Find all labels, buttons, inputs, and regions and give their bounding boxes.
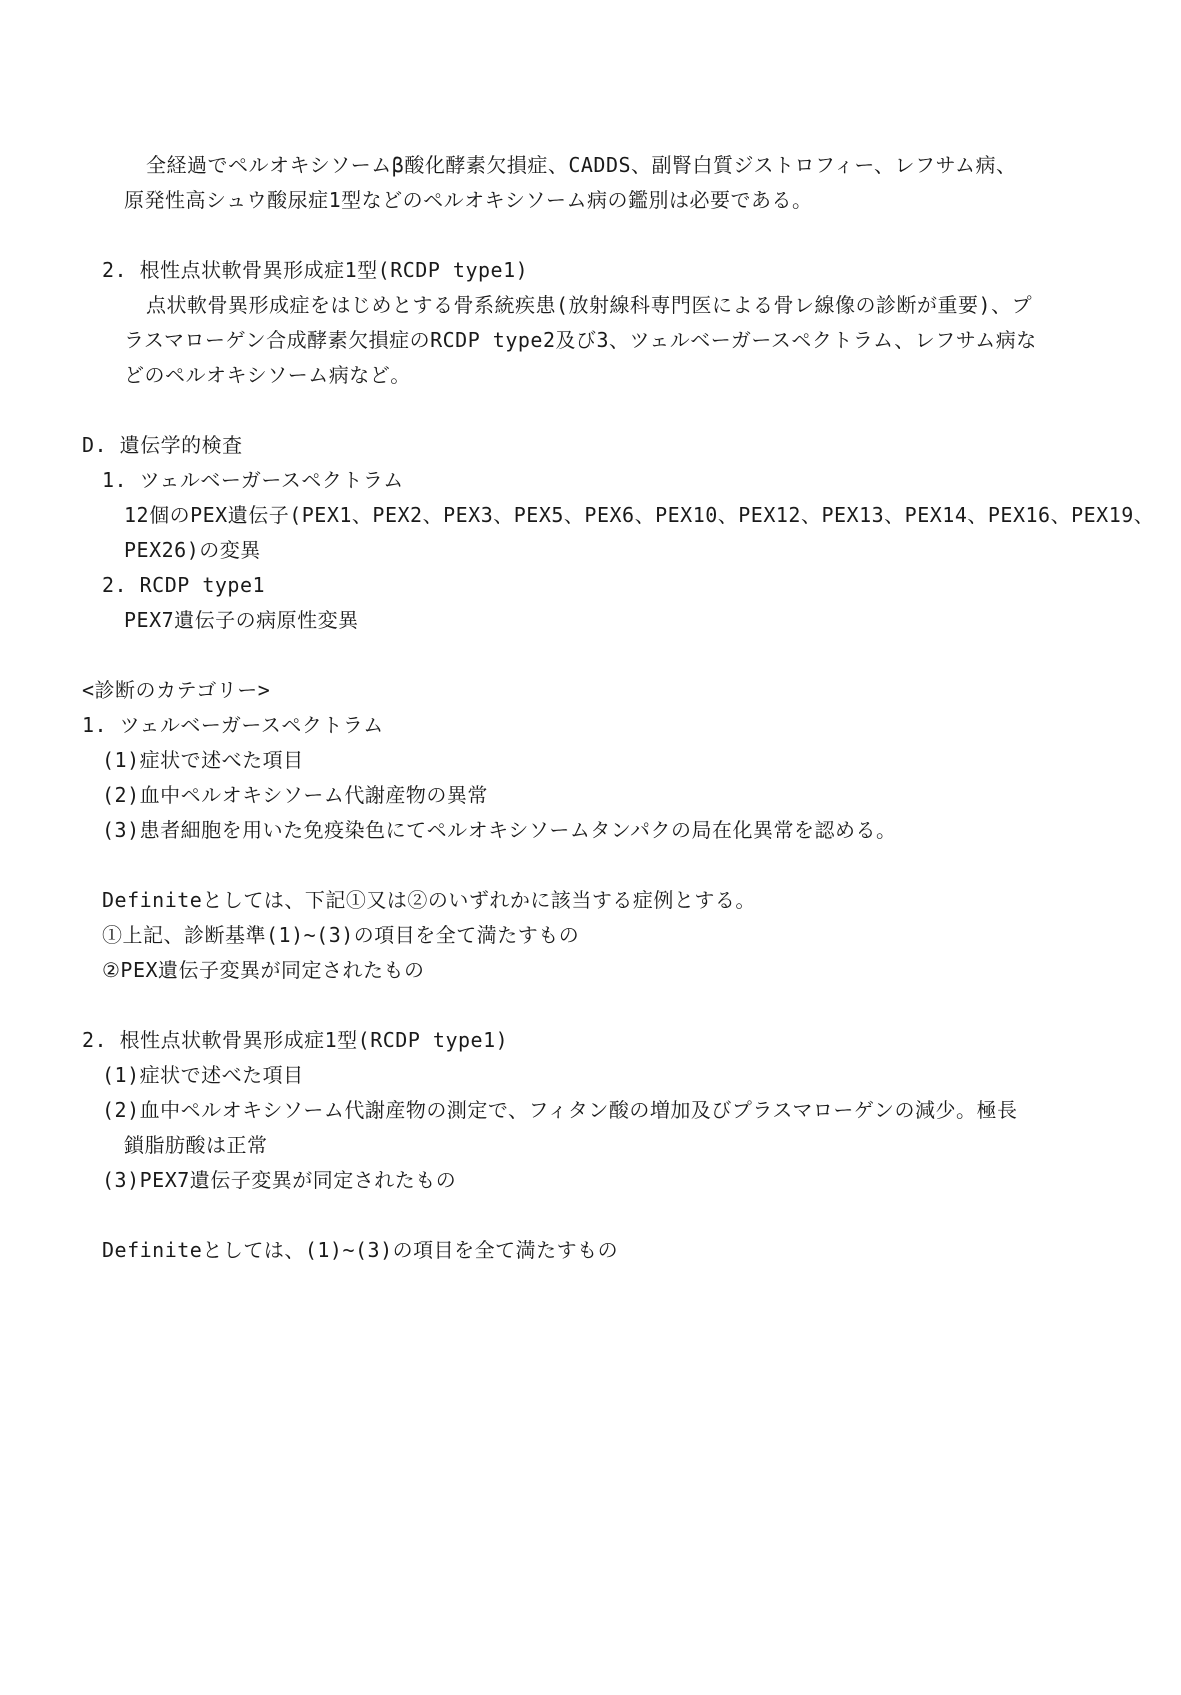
genetic-test-item-2-heading: 2. RCDP type1 [102,573,266,597]
category-1-criterion-3: (3)患者細胞を用いた免疫染色にてペルオキシソームタンパクの局在化異常を認める。 [102,818,897,842]
category-2-definite: Definiteとしては、(1)~(3)の項目を全て満たすもの [102,1238,619,1262]
category-2-criterion-1: (1)症状で述べた項目 [102,1063,304,1087]
rcdp-differential-line-1: 点状軟骨異形成症をはじめとする骨系統疾患(放射線科専門医による骨レ線像の診断が重要)、プ [146,293,1033,317]
genetic-test-item-2-line-1: PEX7遺伝子の病原性変異 [124,608,359,632]
category-2-criterion-3: (3)PEX7遺伝子変異が同定されたもの [102,1168,457,1192]
zellweger-differential-line-1: 全経過でペルオキシソームβ酸化酵素欠損症、CADDS、副腎白質ジストロフィー、レフサム病、 [146,153,1017,177]
category-1-criterion-1: (1)症状で述べた項目 [102,748,304,772]
category-2-criterion-2-line-1: (2)血中ペルオキシソーム代謝産物の測定で、フィタン酸の増加及びプラスマローゲンの減少。極長 [102,1098,1018,1122]
category-1-definite-intro: Definiteとしては、下記①又は②のいずれかに該当する症例とする。 [102,888,756,912]
section-d-heading: D. 遺伝学的検査 [82,433,243,457]
category-1-criterion-2: (2)血中ペルオキシソーム代謝産物の異常 [102,783,488,807]
diagnostic-category-heading: <診断のカテゴリー> [82,678,271,702]
category-2-criterion-2-line-2: 鎖脂肪酸は正常 [124,1133,268,1157]
category-2-heading: 2. 根性点状軟骨異形成症1型(RCDP type1) [82,1028,509,1052]
genetic-test-item-1-line-2: PEX26)の変異 [124,538,261,562]
rcdp-differential-line-3: どのペルオキシソーム病など。 [124,363,411,387]
category-1-heading: 1. ツェルベーガースペクトラム [82,713,384,737]
category-1-definite-1: ①上記、診断基準(1)~(3)の項目を全て満たすもの [102,923,580,947]
zellweger-differential-line-2: 原発性高シュウ酸尿症1型などのペルオキシソーム病の鑑別は必要である。 [124,188,813,212]
genetic-test-item-1-heading: 1. ツェルベーガースペクトラム [102,468,404,492]
rcdp-differential-heading: 2. 根性点状軟骨異形成症1型(RCDP type1) [102,258,529,282]
category-1-definite-2: ②PEX遺伝子変異が同定されたもの [102,958,425,982]
genetic-test-item-1-line-1: 12個のPEX遺伝子(PEX1、PEX2、PEX3、PEX5、PEX6、PEX10、PEX12、PEX13、PEX14、PEX16、PEX19、 [124,503,1155,527]
rcdp-differential-line-2: ラスマローゲン合成酵素欠損症のRCDP type2及び3、ツェルベーガースペクトラム、レフサム病な [124,328,1037,352]
